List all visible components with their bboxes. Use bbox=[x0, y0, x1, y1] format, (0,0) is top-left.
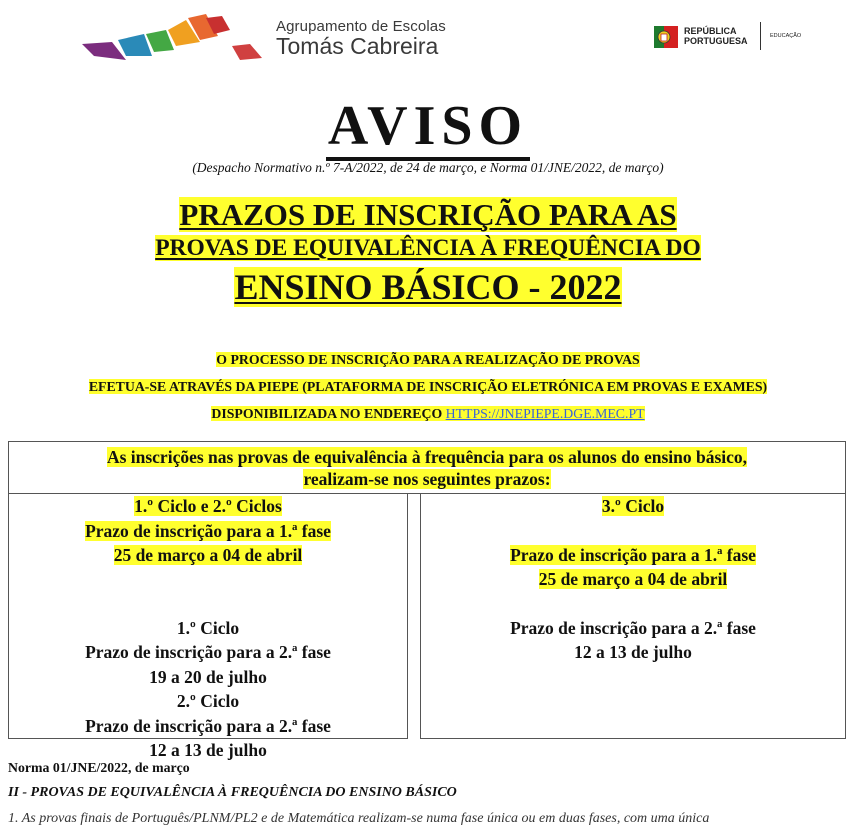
cycle1-title: 1.º Ciclo bbox=[176, 617, 240, 638]
piepe-link[interactable]: HTTPS://JNEPIEPE.DGE.MEC.PT bbox=[445, 406, 645, 421]
norma-reference: Norma 01/JNE/2022, de março bbox=[8, 760, 190, 775]
process-line3: DISPONIBILIZADA NO ENDEREÇO HTTPS://JNEPIEPE.DGE.MEC.PT bbox=[211, 406, 645, 421]
phase1-label: Prazo de inscrição para a 1.ª fase bbox=[85, 520, 331, 541]
cycle2-phase2-label: Prazo de inscrição para a 2.ª fase bbox=[85, 715, 331, 736]
school-logo bbox=[82, 12, 292, 68]
deadlines-column-cycle-3 bbox=[420, 493, 846, 739]
cycle1-phase2-dates: 19 a 20 de julho bbox=[149, 666, 267, 687]
school-name-line2: Tomás Cabreira bbox=[276, 33, 439, 59]
headline-line2: PROVAS DE EQUIVALÊNCIA À FREQUÊNCIA DO bbox=[155, 235, 701, 261]
deadlines-intro: As inscrições nas provas de equivalência à frequência para os alunos do ensino básico, realizam-se nos seguintes prazos: bbox=[8, 441, 846, 494]
legal-reference: (Despacho Normativo n.º 7-A/2022, de 24 de março, e Norma 01/JNE/2022, de março) bbox=[192, 160, 664, 175]
phase1-dates: 25 de março a 04 de abril bbox=[113, 545, 303, 565]
phase1-label: Prazo de inscrição para a 1.ª fase bbox=[510, 544, 756, 565]
column-title: 3.º Ciclo bbox=[601, 496, 665, 516]
republic-name: REPÚBLICA PORTUGUESA bbox=[684, 26, 748, 46]
phase1-dates: 25 de março a 04 de abril bbox=[538, 569, 728, 589]
notice-title: AVISO bbox=[0, 96, 856, 156]
document-header bbox=[0, 0, 856, 80]
phase2-label: Prazo de inscrição para a 2.ª fase bbox=[510, 617, 756, 638]
paragraph-1: 1. As provas finais de Português/PLNM/PL2 e de Matemática realizam-se numa fase única ou em duas fases, com uma única bbox=[8, 811, 710, 826]
process-line2: EFETUA-SE ATRAVÉS DA PIEPE (PLATAFORMA DE INSCRIÇÃO ELETRÓNICA EM PROVAS E EXAMES) bbox=[88, 379, 768, 394]
headline-line1: PRAZOS DE INSCRIÇÃO PARA AS bbox=[179, 197, 677, 232]
section-heading: II - PROVAS DE EQUIVALÊNCIA À FREQUÊNCIA DO ENSINO BÁSICO bbox=[8, 785, 457, 800]
phase2-dates: 12 a 13 de julho bbox=[574, 642, 692, 662]
process-line1: O PROCESSO DE INSCRIÇÃO PARA A REALIZAÇÃO DE PROVAS bbox=[216, 352, 640, 367]
deadlines-column-cycles-1-2 bbox=[8, 493, 408, 760]
school-name bbox=[276, 18, 446, 60]
cycle1-phase2-label: Prazo de inscrição para a 2.ª fase bbox=[85, 642, 331, 662]
school-name-line1: Agrupamento de Escolas bbox=[276, 18, 446, 35]
ministry-label: EDUCAÇÃO bbox=[770, 33, 802, 39]
headline-line3: ENSINO BÁSICO - 2022 bbox=[234, 267, 622, 307]
cycle2-phase2-dates: 12 a 13 de julho bbox=[149, 740, 267, 760]
republic-emblem-icon bbox=[652, 22, 682, 62]
column-title: 1.º Ciclo e 2.º Ciclos bbox=[134, 496, 282, 516]
cycle2-title: 2.º Ciclo bbox=[176, 691, 240, 711]
header-divider bbox=[760, 22, 761, 50]
